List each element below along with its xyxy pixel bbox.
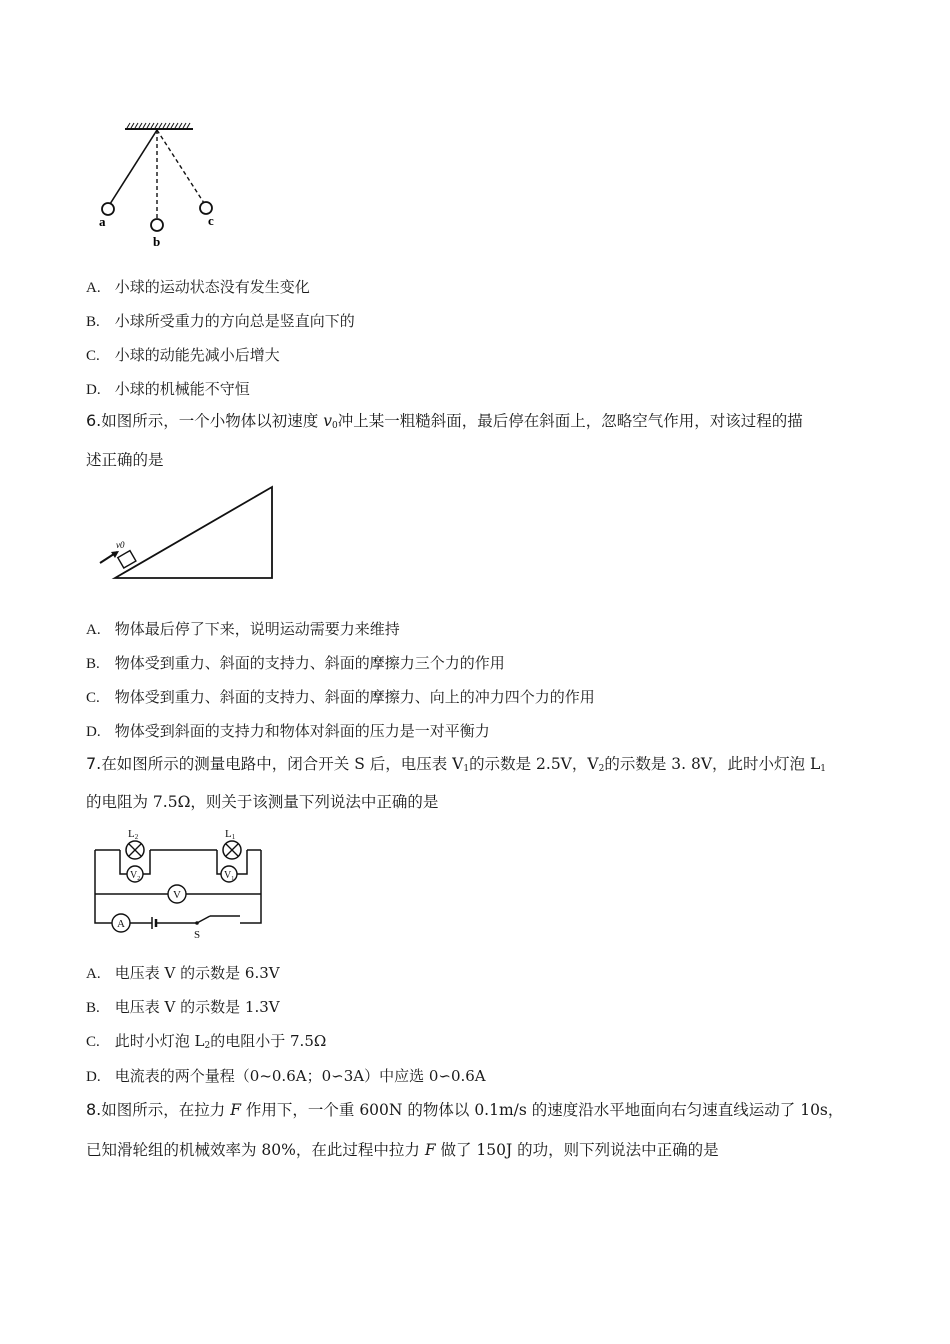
circuit-figure [90, 822, 268, 942]
q6-option-a: A. 物体最后停了下来，说明运动需要力来维持 [86, 620, 400, 638]
incline-figure [95, 483, 280, 585]
q7-option-c: C. 此时小灯泡 $L_2$的电阻小于 7.5Ω [86, 1032, 327, 1051]
v0-label: v0 [116, 540, 125, 550]
q8-stem-line1: 8.如图所示，在拉力 F 作用下，一个重 600N 的物体以 0.1m/s 的速度沿水平地面向右匀速直线运动了 10s， [86, 1100, 844, 1119]
q6-stem-line2: 述正确的是 [86, 451, 164, 469]
q8-stem-line2: 已知滑轮组的机械效率为 80%，在此过程中拉力 F 做了 150J 的功，则下列说法中正确的是 [86, 1141, 719, 1159]
q7-stem-line2: 的电阻为 7.5Ω，则关于该测量下列说法中正确的是 [86, 793, 439, 811]
label-v: V [173, 889, 181, 901]
label-c: c [208, 213, 214, 228]
pendulum-string-a [110, 130, 157, 204]
label-l2: L2 [128, 828, 139, 841]
lamp-l2 [126, 841, 144, 859]
label-l1: L1 [225, 828, 236, 841]
ball-b [151, 219, 163, 231]
label-b: b [153, 234, 161, 249]
q6-option-b: B. 物体受到重力、斜面的支持力、斜面的摩擦力三个力的作用 [86, 654, 505, 672]
q5-option-d: D. 小球的机械能不守恒 [86, 380, 250, 398]
q6-option-d: D. 物体受到斜面的支持力和物体对斜面的压力是一对平衡力 [86, 722, 490, 740]
label-v1: $V_1$ [224, 870, 235, 882]
label-v2: $V_2$ [130, 870, 141, 882]
block [118, 551, 136, 568]
q7-option-d: D. 电流表的两个量程（0~0.6A；0∽3A）中应选 0∽0.6A [86, 1067, 486, 1085]
lamp-l1 [223, 841, 241, 859]
q6-stem-line1: 6.如图所示，一个小物体以初速度 $v_0$冲上某一粗糙斜面，最后停在斜面上，忽略空气作用，对该过程的描 [86, 411, 803, 431]
label-s: S [194, 929, 201, 941]
pendulum-figure [90, 120, 230, 255]
label-a: a [99, 214, 106, 229]
q5-option-b: B. 小球所受重力的方向总是竖直向下的 [86, 312, 355, 330]
q7-stem-line1: 7.在如图所示的测量电路中，闭合开关 S 后，电压表 $V_1$的示数是 2.5V，$V_2$的示数是 3. 8V，此时小灯泡 $L_1$ [86, 754, 826, 774]
q7-option-a: A. 电压表 V 的示数是 6.3V [86, 964, 280, 982]
q6-option-c: C. 物体受到重力、斜面的支持力、斜面的摩擦力、向上的冲力四个力的作用 [86, 688, 595, 706]
q5-option-a: A. 小球的运动状态没有发生变化 [86, 278, 310, 296]
label-a: A [117, 918, 125, 930]
pendulum-string-c [157, 130, 204, 203]
q5-option-c: C. 小球的动能先减小后增大 [86, 346, 280, 364]
q7-option-b: B. 电压表 V 的示数是 1.3V [86, 998, 280, 1016]
